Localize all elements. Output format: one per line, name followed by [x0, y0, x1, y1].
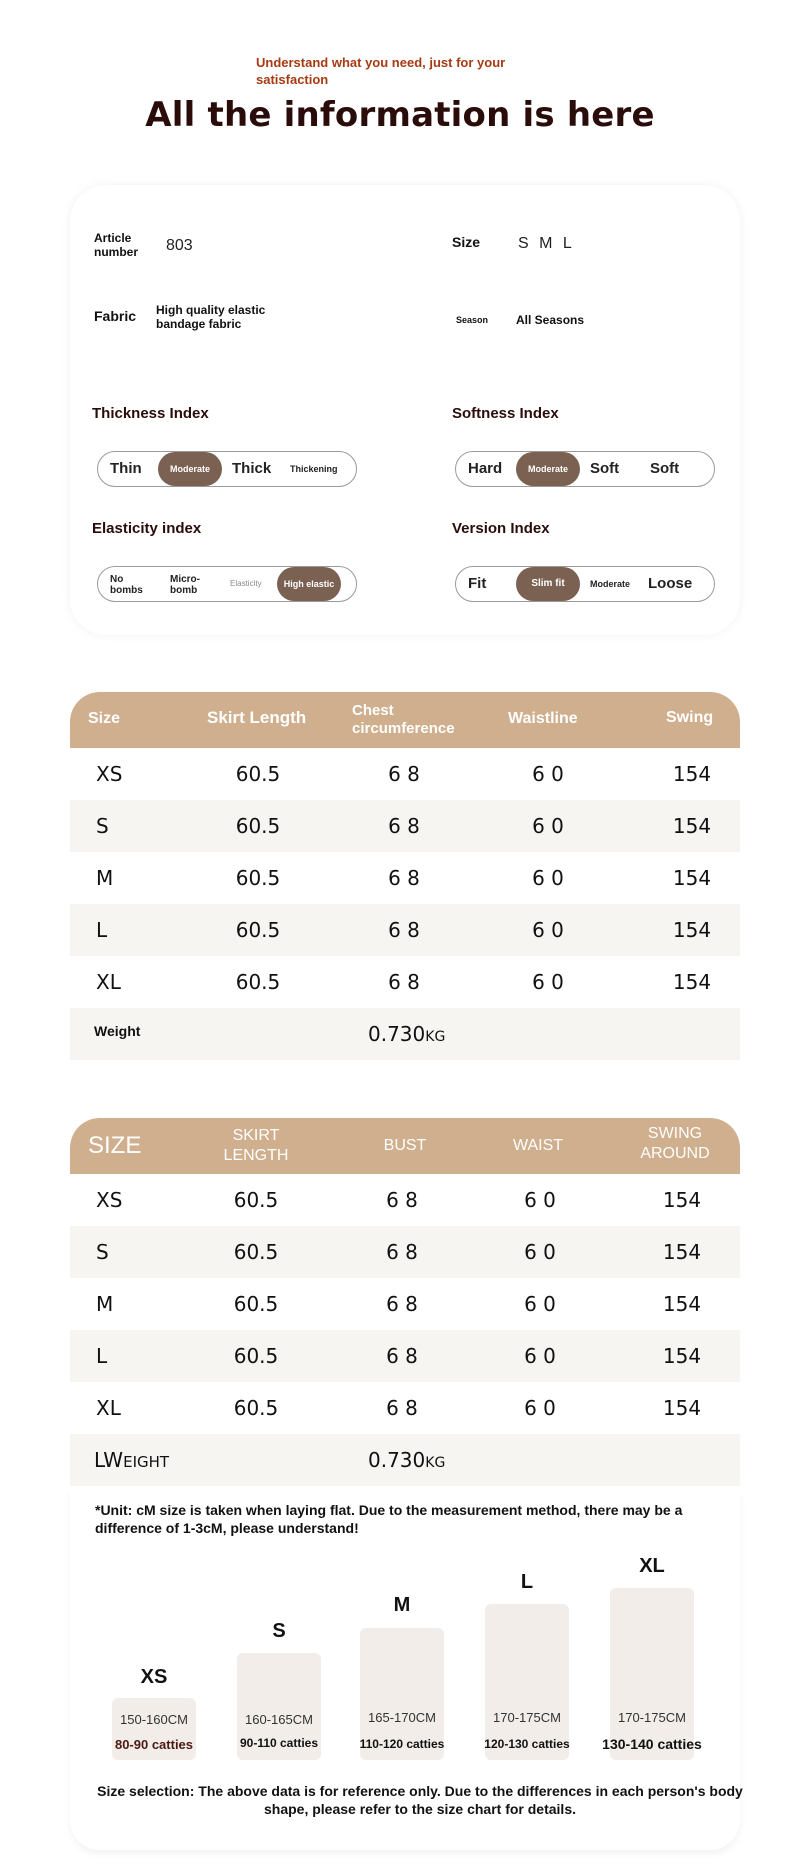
t1-cell-size: M [96, 866, 114, 890]
t1-weight-number: 0.730 [368, 1022, 426, 1046]
t2-weight-label [94, 1434, 169, 1486]
t1-weight-label: Weight [94, 1023, 141, 1039]
size-bar-l-weight: 120-130 catties [484, 1737, 570, 1751]
t2-header-skirt-length: SKIRT LENGTH [223, 1127, 289, 1164]
t1-cell-waist: 6 0 [532, 866, 564, 890]
t2-cell-bust: 6 8 [386, 1344, 418, 1368]
t2-header-bust: BUST [383, 1137, 427, 1154]
season-value: All Seasons [516, 313, 585, 327]
table-row [70, 852, 740, 904]
size-bar-xl-height: 170-175CM [618, 1710, 686, 1725]
elasticity-option-high-elastic-selected[interactable]: High elastic [277, 567, 341, 601]
t2-header-waist: WAIST [512, 1137, 564, 1154]
t1-header-size: Size [88, 710, 121, 727]
t1-cell-size: L [96, 918, 108, 942]
elasticity-index-scale [97, 566, 357, 602]
version-option-loose[interactable]: Loose [648, 575, 693, 592]
size-bar-xl [610, 1588, 694, 1760]
t1-cell-chest: 6 8 [388, 970, 420, 994]
t1-cell-size: S [96, 814, 109, 838]
product-info-card [70, 185, 740, 635]
size-bar-xs-weight: 80-90 catties [114, 1737, 194, 1752]
version-option-moderate[interactable]: Moderate [590, 579, 631, 589]
t2-cell-waist: 6 0 [524, 1292, 556, 1316]
t2-weight-number: 0.730 [368, 1448, 426, 1472]
t2-cell-bust: 6 8 [386, 1188, 418, 1212]
t1-cell-swing: 154 [672, 762, 712, 786]
size-bar-l-height: 170-175CM [493, 1710, 561, 1725]
t1-cell-swing: 154 [672, 814, 712, 838]
elasticity-option-no-bombs[interactable]: No bombs [110, 574, 143, 596]
t2-cell-waist: 6 0 [524, 1188, 556, 1212]
t1-header-waistline: Waistline [508, 710, 578, 727]
t2-cell-swing: 154 [662, 1188, 702, 1212]
t2-weight-label-b: EIGHT [123, 1453, 170, 1471]
softness-option-soft-2[interactable]: Soft [650, 460, 680, 477]
t1-cell-swing: 154 [672, 970, 712, 994]
elasticity-index-title: Elasticity index [92, 520, 202, 537]
table-row [70, 956, 740, 1008]
table-row [70, 1330, 740, 1382]
size-bar-s-weight: 90-110 catties [239, 1736, 319, 1750]
t2-cell-swing: 154 [662, 1292, 702, 1316]
table-row [70, 748, 740, 800]
table-row [70, 800, 740, 852]
elasticity-option-elasticity[interactable]: Elasticity [230, 579, 262, 588]
size-table-1 [70, 692, 740, 1062]
softness-index-title: Softness Index [452, 405, 559, 422]
size-bar-xl-weight: 130-140 catties [602, 1736, 702, 1752]
t1-header-chest: Chest circumference [352, 702, 455, 737]
size-bar-s-label: S [272, 1620, 286, 1642]
softness-option-hard[interactable]: Hard [468, 460, 503, 477]
softness-option-soft[interactable]: Soft [590, 460, 620, 477]
t1-cell-length: 60.5 [235, 762, 281, 786]
thickness-index-scale [97, 451, 357, 487]
t2-cell-size: L [96, 1344, 108, 1368]
t1-weight-row [70, 1008, 740, 1060]
size-bar-m-label: M [393, 1594, 411, 1616]
t2-cell-bust: 6 8 [386, 1396, 418, 1420]
size-bar-s-height: 160-165CM [245, 1712, 313, 1727]
t2-cell-length: 60.5 [233, 1188, 279, 1212]
size-bar-m-weight: 110-120 catties [359, 1737, 445, 1751]
t2-cell-size: XS [96, 1188, 123, 1212]
t1-cell-waist: 6 0 [532, 814, 564, 838]
version-option-slim-fit-selected[interactable]: Slim fit [516, 567, 580, 601]
fabric-label: Fabric [94, 308, 137, 324]
t1-header-skirt-length: Skirt Length [207, 708, 307, 727]
t1-cell-size: XS [96, 762, 123, 786]
article-number-value: 803 [166, 237, 193, 254]
page-title: All the information is here [145, 95, 655, 135]
t1-cell-length: 60.5 [235, 970, 281, 994]
table-row [70, 1226, 740, 1278]
t2-header-swing-around: SWING AROUND [640, 1125, 710, 1162]
t1-cell-length: 60.5 [235, 918, 281, 942]
table-row [70, 904, 740, 956]
softness-option-moderate-selected[interactable]: Moderate [516, 452, 580, 486]
thickness-option-thickening[interactable]: Thickening [290, 464, 338, 474]
t1-cell-swing: 154 [672, 866, 712, 890]
t1-weight-unit: KG [425, 1029, 446, 1045]
t2-cell-bust: 6 8 [386, 1240, 418, 1264]
t1-header-swing: Swing [666, 709, 714, 726]
t2-cell-size: M [96, 1292, 114, 1316]
t2-weight-value [368, 1434, 445, 1486]
t2-header-size: SIZE [88, 1132, 142, 1159]
t1-cell-size: XL [96, 970, 121, 994]
size-selection-note: Size selection: The above data is for reference only. Due to the differences in each person's body shape, please refer to the size chart for details. [97, 1783, 743, 1817]
t2-cell-length: 60.5 [233, 1344, 279, 1368]
t1-cell-waist: 6 0 [532, 970, 564, 994]
softness-index-scale [455, 451, 715, 487]
thickness-option-moderate-selected[interactable]: Moderate [158, 452, 222, 486]
version-option-fit[interactable]: Fit [468, 575, 487, 592]
t1-weight-value [368, 1008, 445, 1060]
t2-weight-row [70, 1434, 740, 1486]
t2-weight-label-a: LW [94, 1448, 124, 1472]
t2-cell-size: XL [96, 1396, 121, 1420]
table-row [70, 1382, 740, 1434]
thickness-option-thick[interactable]: Thick [232, 460, 272, 477]
t1-cell-waist: 6 0 [532, 918, 564, 942]
t1-cell-length: 60.5 [235, 866, 281, 890]
t2-cell-bust: 6 8 [386, 1292, 418, 1316]
size-table-2 [70, 1118, 740, 1488]
t2-cell-waist: 6 0 [524, 1240, 556, 1264]
thickness-index-title: Thickness Index [92, 405, 209, 422]
size-value: S M L [518, 235, 575, 252]
t2-cell-size: S [96, 1240, 109, 1264]
size-bar-m-height: 165-170CM [368, 1710, 436, 1725]
article-number-label: Article number [94, 231, 139, 259]
season-label: Season [456, 315, 489, 325]
t1-cell-chest: 6 8 [388, 918, 420, 942]
size-bar-xl-label: XL [639, 1555, 665, 1577]
t2-cell-swing: 154 [662, 1240, 702, 1264]
size-bar-l-label: L [520, 1571, 534, 1593]
t1-cell-chest: 6 8 [388, 762, 420, 786]
version-index-title: Version Index [452, 520, 550, 537]
size-table-1-header [70, 692, 740, 748]
t2-cell-swing: 154 [662, 1344, 702, 1368]
thickness-option-thin[interactable]: Thin [110, 460, 142, 477]
t2-cell-waist: 6 0 [524, 1396, 556, 1420]
table-row [70, 1174, 740, 1226]
t1-cell-chest: 6 8 [388, 866, 420, 890]
size-bar-xs-label: XS [140, 1666, 168, 1688]
table-row [70, 1278, 740, 1330]
t1-cell-chest: 6 8 [388, 814, 420, 838]
size-label: Size [452, 234, 481, 250]
t2-cell-length: 60.5 [233, 1240, 279, 1264]
t2-cell-length: 60.5 [233, 1292, 279, 1316]
t2-cell-waist: 6 0 [524, 1344, 556, 1368]
t2-cell-swing: 154 [662, 1396, 702, 1420]
elasticity-option-micro-bomb[interactable]: Micro-bomb [170, 574, 200, 596]
t1-cell-length: 60.5 [235, 814, 281, 838]
t2-weight-unit: KG [425, 1455, 446, 1471]
size-table-2-header [70, 1118, 740, 1174]
unit-note: *Unit: cM size is taken when laying flat. Due to the measurement method, there may be a difference of 1-3cM, please understand! [95, 1502, 683, 1536]
t2-cell-length: 60.5 [233, 1396, 279, 1420]
version-index-scale [455, 566, 715, 602]
size-bar-xs-height: 150-160CM [120, 1712, 188, 1727]
fabric-value: High quality elastic bandage fabric [156, 303, 266, 331]
header-subtitle: Understand what you need, just for your satisfaction [256, 55, 506, 87]
t1-cell-swing: 154 [672, 918, 712, 942]
t1-cell-waist: 6 0 [532, 762, 564, 786]
